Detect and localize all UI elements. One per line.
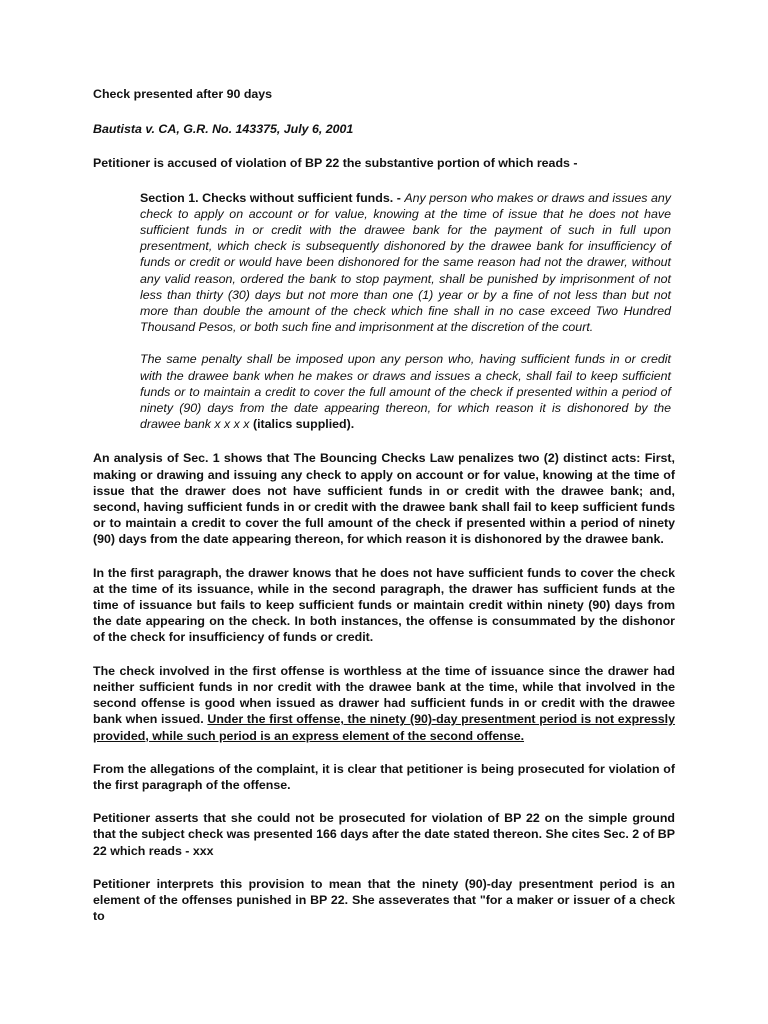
statute-text-1: Any person who makes or draws and issues any check to apply on account or for value, knowing at the time of issue that he does not have sufficient funds in or credit with the drawee bank for the payment of such in full upon presentment, which check is subsequently dishonored by the drawee bank for insufficiency of funds or credit or would have been dishonored for the same reason had not the drawer, without any valid reason, ordered the bank to stop payment, shall be punished by imprisonment of not less than thirty (30) days but not more than one (1) year or by a fine of not less than but not more than double the amount of the check which fine shall in no case exceed Two Hundred Thousand Pesos, or both such fine and imprisonment at the discretion of the court. — [140, 190, 672, 335]
intro-paragraph: Petitioner is accused of violation of BP 22 the substantive portion of which reads - — [93, 156, 578, 171]
check-involved-text: The check involved in the first offense is worthless at the time of issuance since the drawer had neither sufficient funds in nor credit with the drawee bank at the time, while that involved in the second offense is good when issued as drawer had sufficient funds in or credit with the drawee bank when issued. — [93, 663, 675, 727]
document-body — [93, 86, 675, 941]
analysis-paragraph: An analysis of Sec. 1 shows that The Bouncing Checks Law penalizes two (2) distinct acts: First, making or drawing and issuing any check to apply on account or for value, knowing at the time of issue that the drawer does not have sufficient funds in or credit with the drawee bank; and, second, having sufficient funds in or credit with the drawee bank shall fail to keep sufficient funds or to maintain a credit to cover the full amount of the check if presented within a period of ninety (90) days from the date appearing thereon, for which reason it is dishonored by the drawee bank. — [93, 451, 675, 547]
italics-supplied-note: (italics supplied). — [252, 417, 355, 432]
statute-text-2: The same penalty shall be imposed upon any person who, having sufficient funds in or credit with the drawee bank when he makes or draws and issues a check, shall fail to keep sufficient funds or to maintain a credit to cover the full amount of the check if presented within a period of ninety (90) days from the date appearing thereon, for which reason it is dishonored by the drawee bank x x x x — [140, 352, 671, 432]
allegations-paragraph: From the allegations of the complaint, it is clear that petitioner is being prosecuted for violation of the first paragraph of the offense. — [93, 761, 675, 792]
statute-paragraph-1 — [140, 190, 671, 336]
case-citation: Bautista v. CA, G.R. No. 143375, July 6, 2001 — [93, 122, 354, 137]
section-title: Section 1. Checks without sufficient funds. - — [140, 190, 401, 205]
petitioner-interprets-paragraph: Petitioner interprets this provision to mean that the ninety (90)-day presentment period is an element of the offenses punished in BP 22. She asseverates that "for a maker or issuer of a check to — [93, 876, 675, 924]
first-paragraph-discussion: In the first paragraph, the drawer knows that he does not have sufficient funds to cover the check at the time of its issuance, while in the second paragraph, the drawer has sufficient funds at the time of issuance but fails to keep sufficient funds or maintain credit within ninety (90) days from the date appearing on the check. In both instances, the offense is consummated by the dishonor of the check for insufficiency of funds or credit. — [93, 565, 675, 645]
petitioner-asserts-paragraph: Petitioner asserts that she could not be prosecuted for violation of BP 22 on the simple ground that the subject check was presented 166 days after the date stated thereon. She cites Sec. 2 of BP 22 which reads - xxx — [93, 811, 675, 858]
statute-paragraph-2 — [140, 351, 671, 432]
document-heading: Check presented after 90 days — [93, 87, 273, 101]
statute-quote-block — [140, 190, 671, 433]
check-involved-paragraph — [93, 663, 675, 744]
check-involved-underlined-text: Under the first offense, the ninety (90)-day presentment period is not expressly provided, while such period is an express element of the second offense. — [93, 712, 675, 743]
